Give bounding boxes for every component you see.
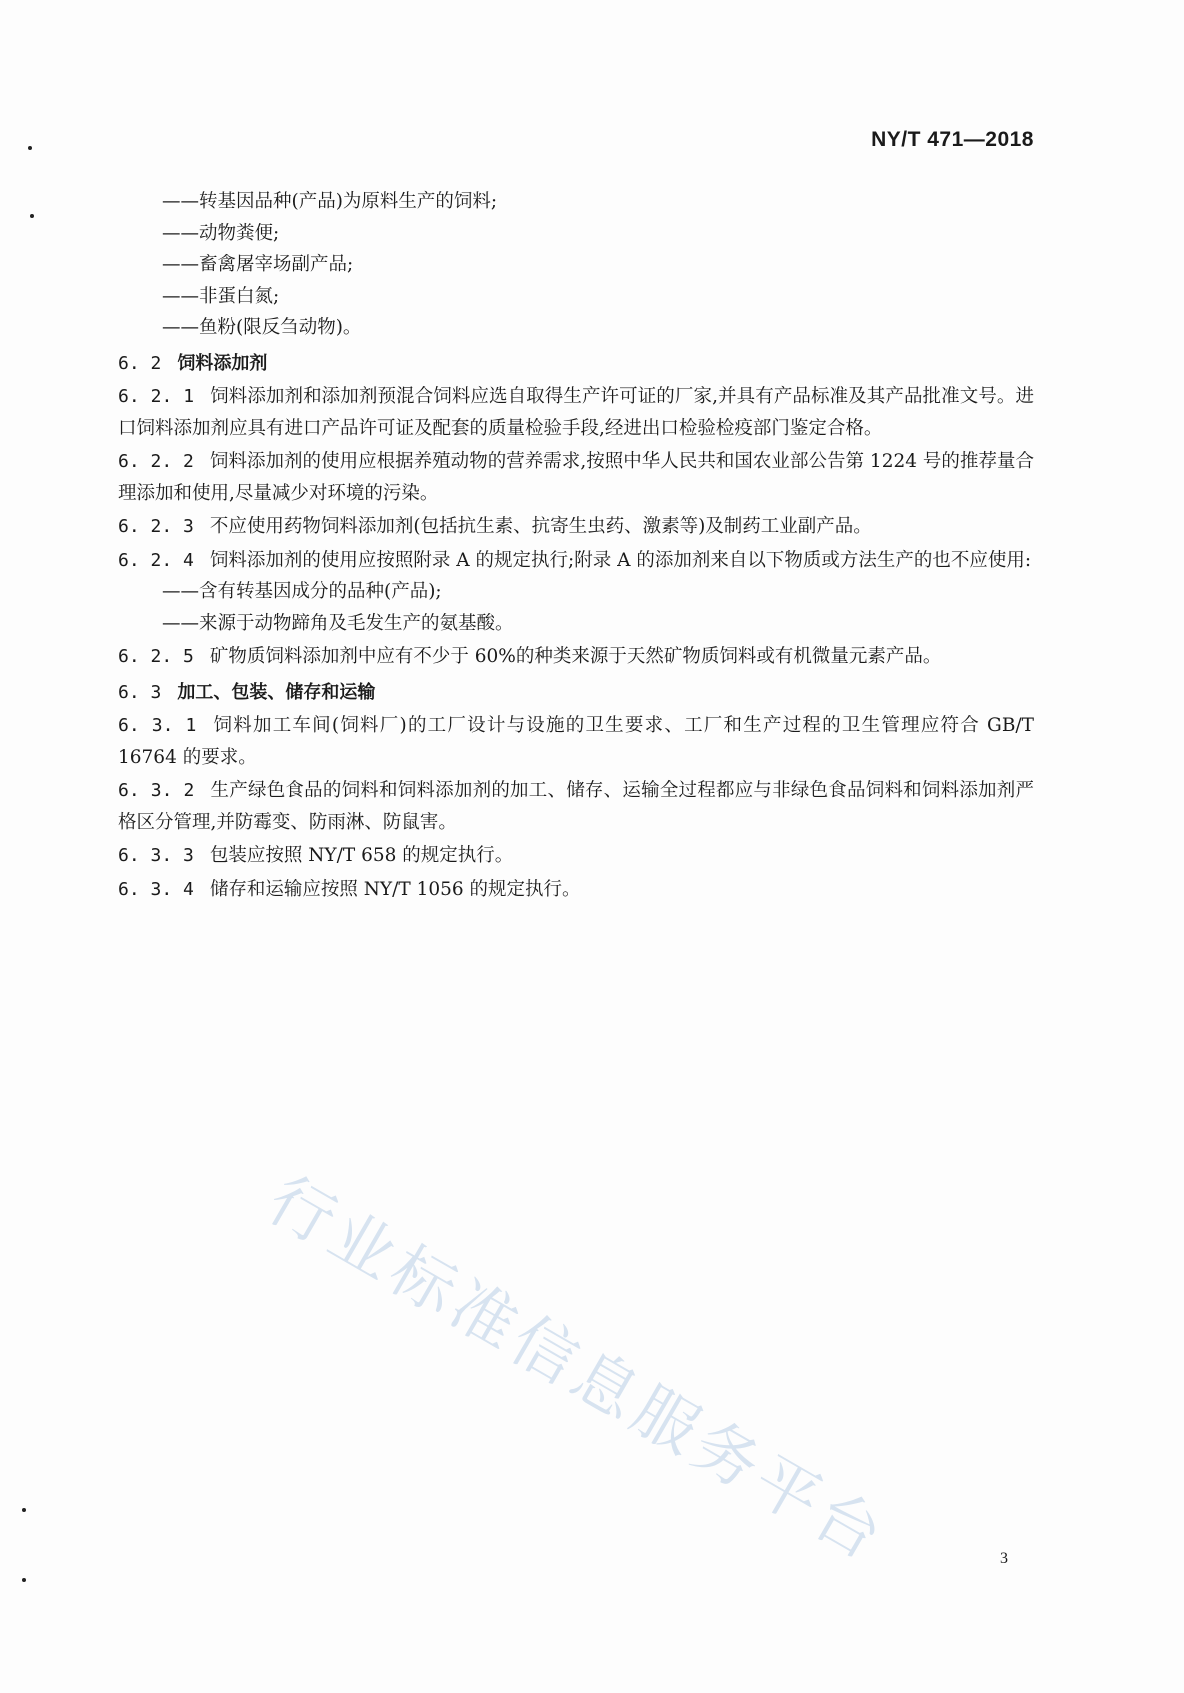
clause-text: 包装应按照 NY/T 658 的规定执行。: [209, 845, 514, 866]
clause-6-2-4: [118, 545, 1034, 577]
list-item: ——来源于动物蹄角及毛发生产的氨基酸。: [162, 612, 514, 634]
clause-number: 6. 3. 3: [118, 845, 194, 866]
clause-number: 6. 2. 1: [118, 386, 195, 407]
scan-speck: [22, 1578, 26, 1582]
clause-6-2-5: [118, 641, 1034, 673]
section-number: 6. 2: [118, 352, 162, 374]
clause-text: 矿物质饲料添加剂中应有不少于 60%的种类来源于天然矿物质饲料或有机微量元素产品。: [209, 646, 942, 667]
clause-text: 饲料添加剂的使用应按照附录 A 的规定执行;附录 A 的添加剂来自以下物质或方法生产的也不应使用:: [209, 549, 1032, 571]
clause-number: 6. 2. 5: [118, 646, 194, 667]
clause-6-3-1: [118, 710, 1034, 773]
list-item: ——转基因品种(产品)为原料生产的饲料;: [162, 191, 498, 212]
scan-speck: [28, 146, 32, 150]
clause-6-3-3: [118, 840, 1034, 872]
list-item: ——畜禽屠宰场副产品;: [162, 254, 354, 275]
section-heading-6-2: [118, 348, 1034, 380]
clause-text: 饲料加工车间(饲料厂)的工厂设计与设施的卫生要求、工厂和生产过程的卫生管理应符合 GB/T 16764 的要求。: [118, 715, 1035, 768]
clause-text: 储存和运输应按照 NY/T 1056 的规定执行。: [209, 878, 581, 900]
list-item: ——鱼粉(限反刍动物)。: [162, 317, 362, 338]
list-item: ——含有转基因成分的品种(产品);: [162, 581, 442, 602]
clause-number: 6. 2. 4: [118, 549, 194, 571]
standard-code: NY/T 471—2018: [871, 128, 1034, 151]
clause-text: 不应使用药物饲料添加剂(包括抗生素、抗寄生虫药、激素等)及制药工业副产品。: [209, 516, 872, 537]
document-body: [118, 186, 1034, 905]
clause-text: 生产绿色食品的饲料和饲料添加剂的加工、储存、运输全过程都应与非绿色食品饲料和饲料添加剂严格区分管理,并防霉变、防雨淋、防鼠害。: [118, 780, 1035, 833]
clause-number: 6. 3. 2: [118, 780, 195, 801]
clause-6-2-2: [118, 446, 1034, 509]
section-title: 饲料添加剂: [177, 352, 268, 374]
clause-text: 饲料添加剂和添加剂预混合饲料应选自取得生产许可证的厂家,并具有产品标准及其产品批准文号。进口饲料添加剂应具有进口产品许可证及配套的质量检验手段,经进出口检验检疫部门鉴定合格。: [118, 386, 1035, 439]
section-heading-6-3: [118, 677, 1034, 709]
section-number: 6. 3: [118, 681, 162, 703]
list-item: ——非蛋白氮;: [162, 285, 280, 307]
scan-speck: [30, 214, 34, 218]
watermark: 行业标准信息服务平台: [255, 1162, 899, 1578]
clause-number: 6. 2. 2: [118, 451, 194, 472]
clause-6-2-1: [118, 381, 1034, 444]
clause-number: 6. 3. 1: [118, 715, 197, 736]
list-item: ——动物粪便;: [162, 222, 280, 244]
clause-number: 6. 3. 4: [118, 878, 194, 900]
clause-number: 6. 2. 3: [118, 516, 194, 537]
clause-6-2-3: [118, 511, 1034, 543]
page-number: 3: [1000, 1550, 1008, 1567]
clause-6-3-4: [118, 874, 1034, 906]
clause-6-3-2: [118, 775, 1034, 838]
scan-speck: [22, 1508, 26, 1512]
clause-text: 饲料添加剂的使用应根据养殖动物的营养需求,按照中华人民共和国农业部公告第 1224 号的推荐量合理添加和使用,尽量减少对环境的污染。: [118, 451, 1034, 504]
section-title: 加工、包装、储存和运输: [177, 681, 376, 703]
